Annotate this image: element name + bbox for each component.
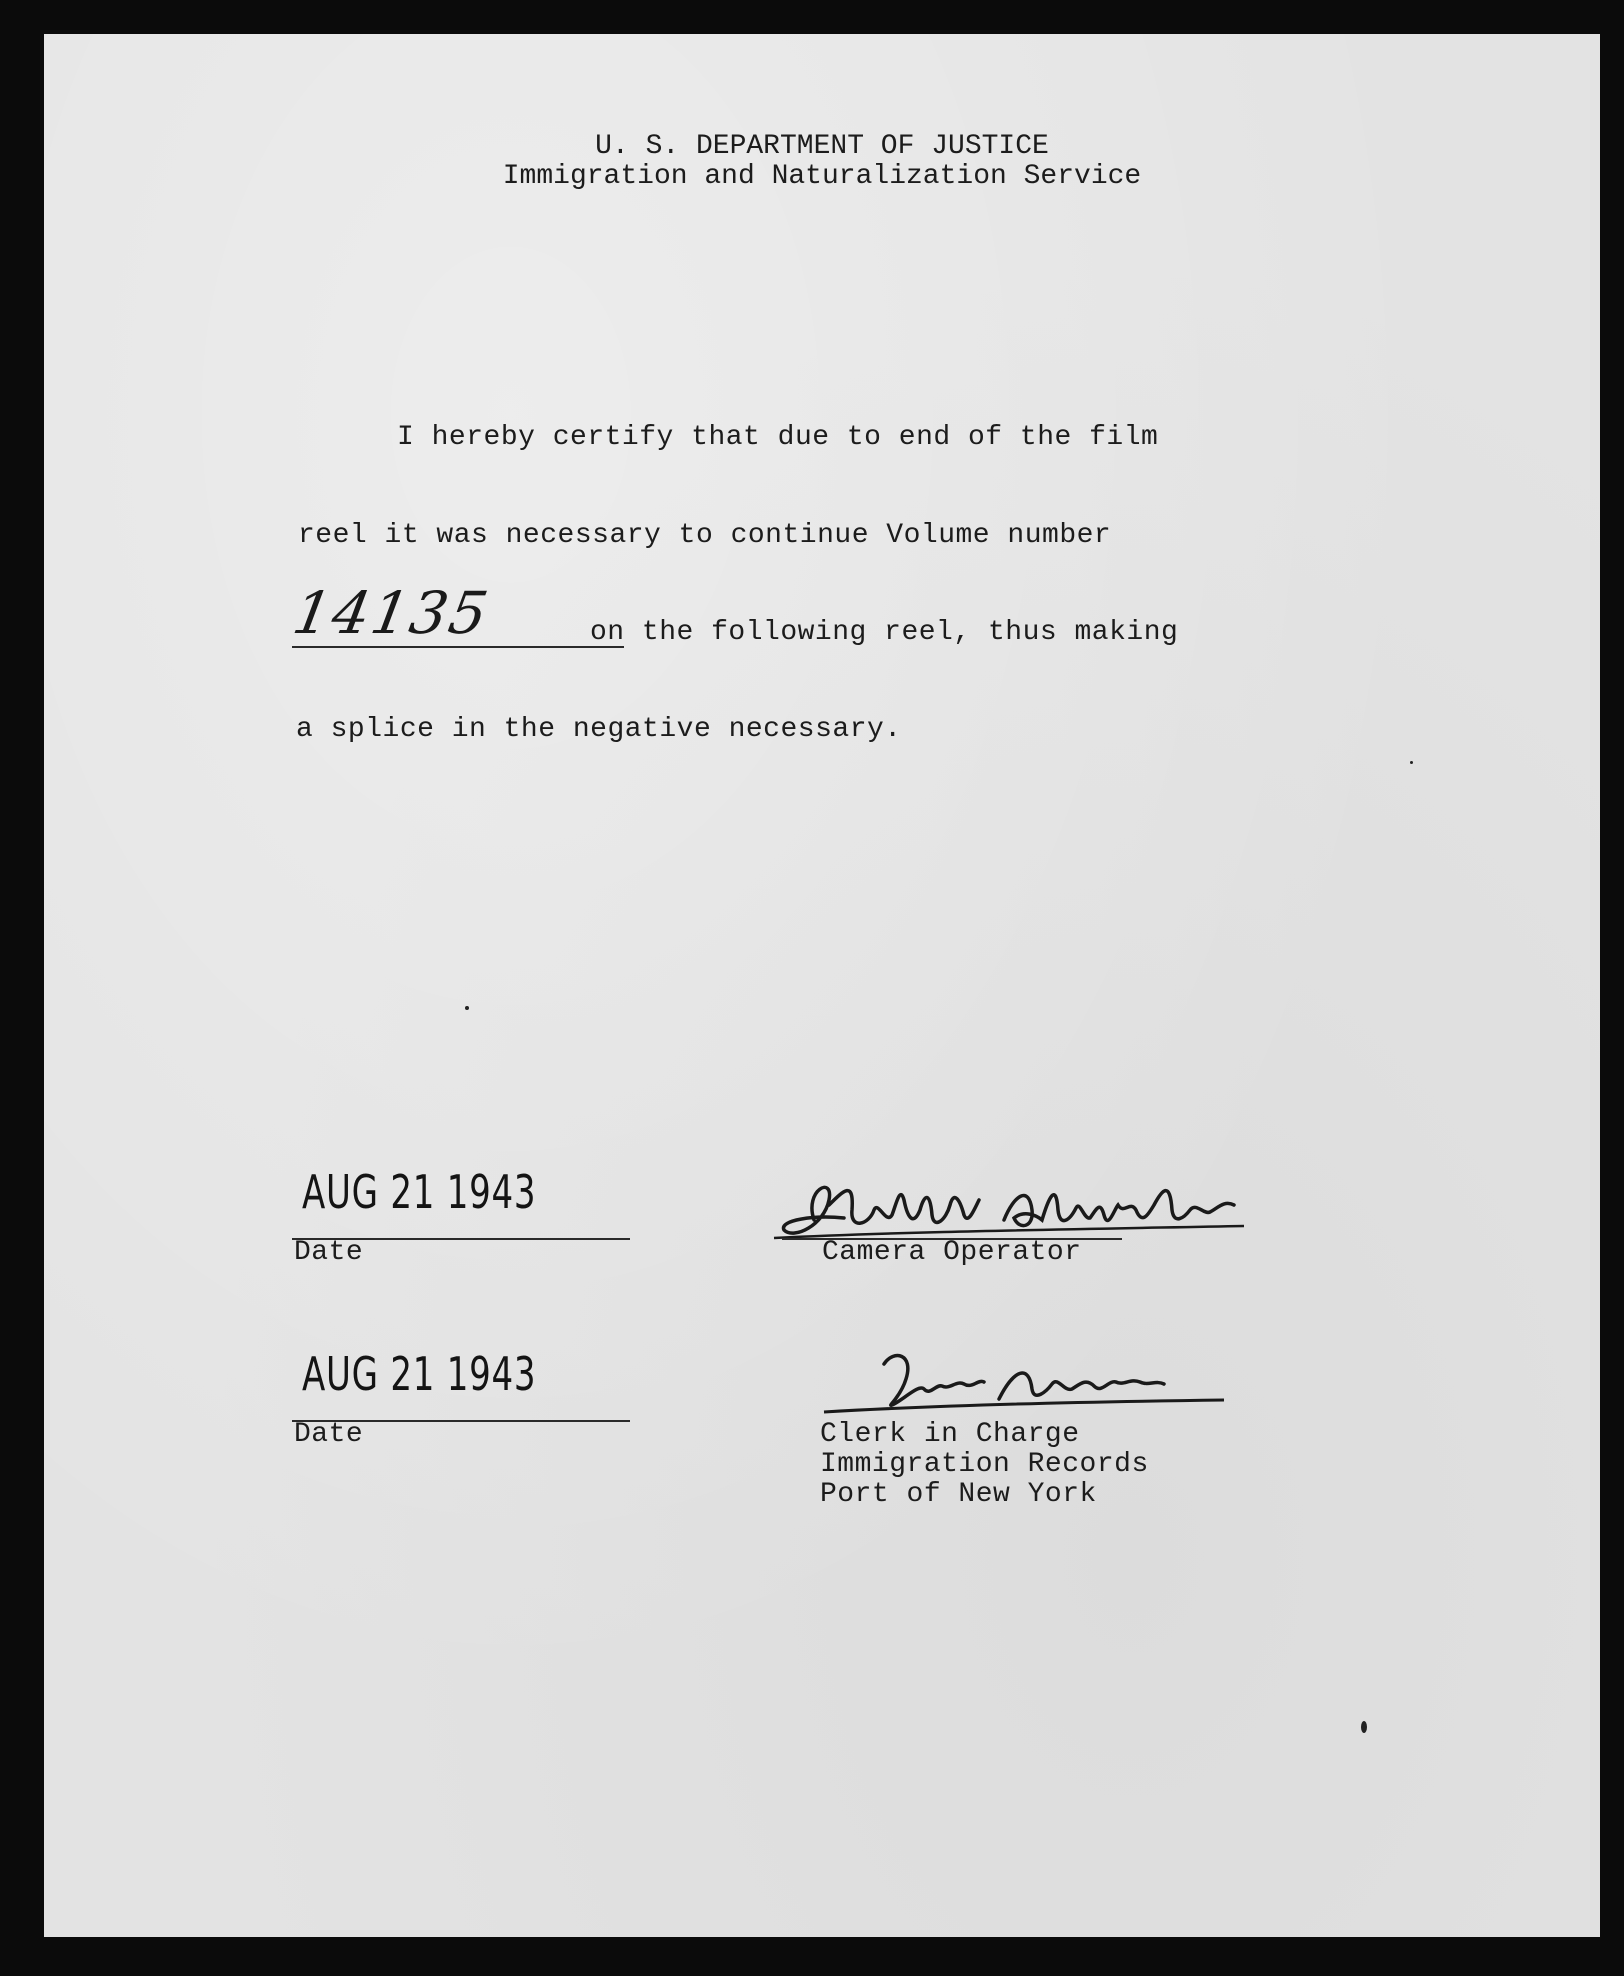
volume-number: 14135	[288, 579, 495, 647]
certification-line-2: reel it was necessary to continue Volume number	[298, 520, 1112, 551]
header-service: Immigration and Naturalization Service	[502, 161, 1142, 192]
clerk-in-charge-signature	[824, 1344, 1244, 1424]
date-label-1: Date	[294, 1237, 364, 1268]
date-label-2: Date	[294, 1419, 364, 1450]
header-department: U. S. DEPARTMENT OF JUSTICE	[595, 131, 1049, 162]
clerk-title-line-1: Clerk in Charge	[820, 1419, 1080, 1450]
scan-speck	[1410, 761, 1413, 764]
certification-line-3: on the following reel, thus making	[590, 617, 1179, 648]
clerk-title-line-3: Port of New York	[820, 1479, 1097, 1510]
document-page	[44, 34, 1600, 1937]
camera-operator-title: Camera Operator	[822, 1237, 1082, 1268]
certification-line-4: a splice in the negative necessary.	[296, 714, 902, 745]
clerk-title-line-2: Immigration Records	[820, 1449, 1149, 1480]
scan-speck	[465, 1006, 469, 1010]
scan-speck	[1361, 1721, 1367, 1733]
date-stamp-1: AUG 21 1943	[302, 1165, 537, 1219]
date-stamp-2: AUG 21 1943	[302, 1347, 537, 1401]
certification-line-1: I hereby certify that due to end of the film	[397, 422, 1159, 453]
volume-number-rule	[292, 646, 624, 648]
